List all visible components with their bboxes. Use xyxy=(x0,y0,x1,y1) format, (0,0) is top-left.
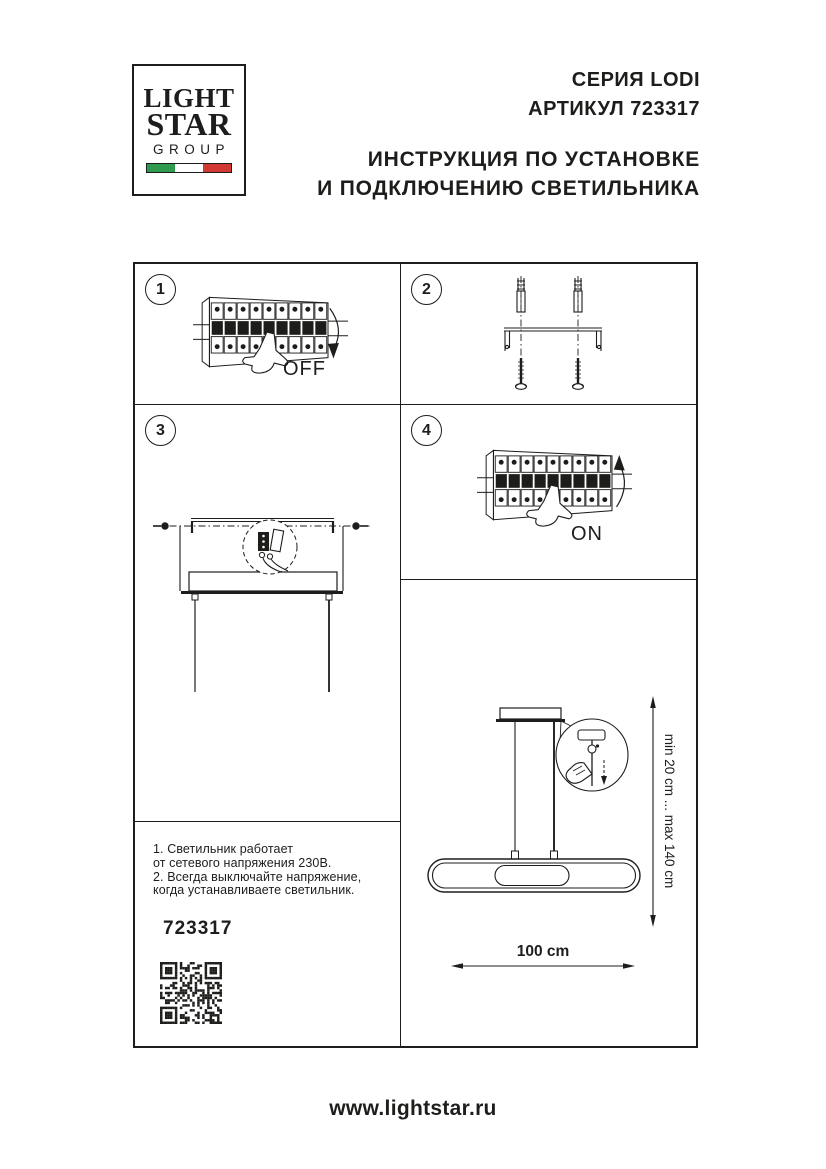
dim-arrow-right xyxy=(623,963,635,969)
series-label: СЕРИЯ LODI xyxy=(571,69,700,91)
note-line: от сетевого напряжения 230В. xyxy=(153,855,332,870)
arrow-down-icon xyxy=(330,308,339,347)
wall-anchor-right xyxy=(574,278,582,312)
mounting-bracket xyxy=(504,328,602,351)
centerline-left xyxy=(521,276,578,392)
flag-red-stripe xyxy=(203,164,231,172)
pendant-lamp-illustration xyxy=(401,580,696,1046)
canopy-base-plate xyxy=(181,591,343,594)
step2-panel xyxy=(401,264,696,405)
step4-panel xyxy=(401,405,696,580)
website-url: www.lightstar.ru xyxy=(329,1097,497,1120)
mounting-hardware-illustration xyxy=(401,264,696,405)
step3-panel xyxy=(135,405,401,822)
height-range-label: min 20 cm ... max 140 cm xyxy=(662,733,677,889)
step1-number-badge: 1 xyxy=(145,274,176,305)
article-number: 723317 xyxy=(163,918,233,939)
screw-left xyxy=(516,358,527,389)
instruction-grid xyxy=(133,262,698,1048)
ceiling-canopy xyxy=(500,708,561,719)
note-line: 2. Всегда выключайте напряжение, xyxy=(153,869,362,884)
flag-white-stripe xyxy=(175,164,203,172)
step2-number-badge: 2 xyxy=(411,274,442,305)
screw-right xyxy=(573,358,584,389)
logo-word-light: LIGHT xyxy=(143,82,235,113)
arrow-up-icon xyxy=(617,466,625,507)
logo-word-star: STAR xyxy=(146,106,232,143)
doc-title-line1: ИНСТРУКЦИЯ ПО УСТАНОВКЕ xyxy=(367,148,700,171)
suspension-wires xyxy=(192,594,332,692)
circuit-breaker-on-illustration xyxy=(475,434,635,548)
article-label: АРТИКУЛ 723317 xyxy=(528,98,700,120)
step3-number-badge: 3 xyxy=(145,415,176,446)
dim-arrow-up xyxy=(650,696,656,708)
step1-panel xyxy=(135,264,401,405)
italian-flag-bar xyxy=(146,163,232,173)
logo-word-group: GROUP xyxy=(152,142,230,158)
dim-arrow-down xyxy=(650,915,656,927)
arrow-up-head xyxy=(614,455,625,471)
width-dimension xyxy=(451,943,635,969)
arrow-down-head xyxy=(328,343,339,359)
canopy-body xyxy=(189,572,337,591)
canopy-wiring-illustration xyxy=(135,405,401,820)
safety-notes xyxy=(153,843,361,898)
off-label: OFF xyxy=(283,358,326,380)
note-line: 1. Светильник работает xyxy=(153,842,294,856)
lamp-body xyxy=(428,859,640,892)
on-label: ON xyxy=(571,523,603,545)
width-label: 100 cm xyxy=(516,943,570,960)
suspension-cables xyxy=(512,722,558,859)
flag-green-stripe xyxy=(147,164,175,172)
height-dimension xyxy=(650,696,677,927)
wall-anchor-left xyxy=(517,278,525,312)
lightstar-logo xyxy=(132,64,246,196)
note-line: когда устанавливаете светильник. xyxy=(153,883,355,898)
step4-number-badge: 4 xyxy=(411,415,442,446)
notes-panel xyxy=(135,822,401,1046)
header-text-block xyxy=(317,66,700,203)
dim-arrow-left xyxy=(451,963,463,969)
doc-title-line2: И ПОДКЛЮЧЕНИЮ СВЕТИЛЬНИКА xyxy=(317,177,700,200)
circuit-breaker-off-illustration xyxy=(191,281,351,395)
canopy-plate xyxy=(496,719,565,722)
lamp-dimensions-panel xyxy=(401,580,696,1046)
qr-code xyxy=(160,962,222,1024)
